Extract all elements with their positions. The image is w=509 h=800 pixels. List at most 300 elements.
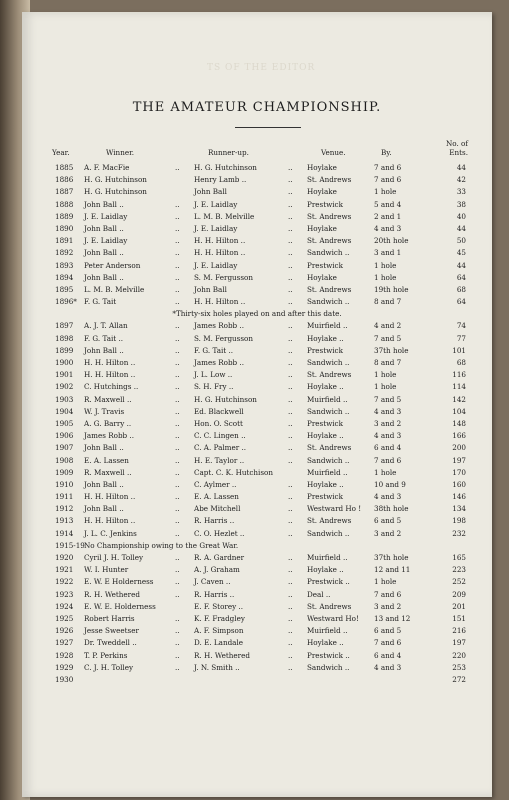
entrants-cell: 253	[452, 662, 466, 672]
year-cell: 1889	[55, 211, 74, 221]
entrants-cell: 209	[452, 589, 466, 599]
margin-cell: 7 and 6	[374, 638, 402, 648]
table-row	[22, 211, 492, 223]
margin-cell: 38th hole	[374, 504, 409, 514]
venue-cell: Hoylake ..	[307, 479, 344, 489]
leader-dots: ..	[288, 406, 293, 416]
runner-up-cell: J. Caven ..	[194, 577, 231, 587]
leader-dots: ..	[175, 284, 180, 294]
winner-cell: No Championship owing to the Great War.	[84, 540, 239, 550]
runner-up-cell: C. A. Palmer ..	[194, 443, 247, 453]
venue-cell: Hoylake ..	[307, 431, 344, 441]
document-page	[22, 12, 492, 797]
footnote-text: *Thirty-six holes played on and after this date.	[172, 309, 342, 319]
venue-cell: Prestwick ..	[307, 577, 350, 587]
margin-cell: 3 and 2	[374, 528, 402, 538]
leader-dots: ..	[175, 467, 180, 477]
year-cell: 1915-19	[55, 540, 85, 550]
margin-cell: 1 hole	[374, 577, 397, 587]
table-row	[22, 662, 492, 674]
margin-cell: 20th hole	[374, 236, 409, 246]
leader-dots: ..	[175, 199, 180, 209]
entrants-cell: 170	[452, 467, 466, 477]
venue-cell: Hoylake ..	[307, 565, 344, 575]
venue-cell: Sandwich ..	[307, 358, 350, 367]
runner-up-cell: J. L. Low ..	[194, 370, 233, 380]
table-row	[22, 503, 492, 515]
venue-cell: Muirfield ..	[307, 553, 348, 562]
table-row	[22, 394, 492, 406]
leader-dots: ..	[288, 272, 293, 282]
year-cell: 1901	[55, 370, 74, 380]
year-cell: 1886	[55, 175, 74, 185]
venue-cell: Prestwick	[307, 492, 343, 502]
entrants-cell: 38	[456, 199, 466, 209]
leader-dots: ..	[175, 272, 180, 282]
entrants-cell: 252	[452, 577, 466, 587]
table-row	[22, 540, 492, 552]
leader-dots: ..	[175, 223, 180, 233]
leader-dots: ..	[288, 211, 293, 221]
table-row	[22, 430, 492, 442]
runner-up-cell: A. J. Graham	[194, 565, 240, 575]
runner-up-cell: John Ball	[194, 187, 227, 197]
year-cell: 1905	[55, 418, 74, 428]
winner-cell: H. H. Hilton ..	[84, 516, 136, 526]
entrants-cell: 146	[452, 492, 466, 502]
leader-dots: ..	[288, 248, 293, 258]
margin-cell: 3 and 2	[374, 418, 402, 428]
year-cell: 1921	[55, 565, 74, 575]
leader-dots: ..	[175, 528, 180, 538]
leader-dots: ..	[288, 236, 293, 246]
header-venue: Venue.	[321, 148, 346, 157]
margin-cell: 4 and 3	[374, 492, 402, 502]
year-cell: 1920	[55, 553, 74, 562]
leader-dots: ..	[288, 260, 293, 270]
leader-dots: ..	[175, 553, 180, 562]
year-cell: 1900	[55, 358, 74, 367]
leader-dots: ..	[288, 284, 293, 294]
venue-cell: Hoylake	[307, 163, 337, 172]
runner-up-cell: L. M. B. Melville	[194, 211, 255, 221]
table-row	[22, 576, 492, 588]
venue-cell: Prestwick	[307, 418, 343, 428]
winner-cell: A. F. MacFie	[84, 163, 130, 172]
winner-cell: E. W. E Holderness	[84, 577, 154, 587]
leader-dots: ..	[288, 443, 293, 453]
runner-up-cell: S. M. Fergusson	[194, 333, 254, 343]
venue-cell: St. Andrews	[307, 236, 352, 246]
runner-up-cell: F. G. Tait ..	[194, 345, 234, 355]
venue-cell: Sandwich ..	[307, 528, 350, 538]
winner-cell: H. G. Hutchinson	[84, 187, 147, 197]
year-cell: 1903	[55, 394, 74, 404]
margin-cell: 1 hole	[374, 187, 397, 197]
runner-up-cell: Capt. C. K. Hutchison	[194, 467, 273, 477]
header-entrants-line1: No. of	[445, 139, 468, 148]
runner-up-cell: J. N. Smith ..	[194, 662, 240, 672]
leader-dots: ..	[175, 358, 180, 367]
winner-cell: F. G. Tait	[84, 297, 117, 307]
entrants-cell: 197	[452, 638, 466, 648]
winner-cell: H. H. Hilton ..	[84, 492, 136, 502]
table-row	[22, 637, 492, 649]
year-cell: 1928	[55, 650, 74, 660]
winner-cell: John Ball ..	[84, 199, 124, 209]
entrants-cell: 220	[452, 650, 466, 660]
leader-dots: ..	[175, 211, 180, 221]
leader-dots: ..	[288, 187, 293, 197]
winner-cell: J. L. C. Jenkins	[84, 528, 137, 538]
bleed-through-text: TS OF THE EDITOR	[207, 63, 316, 73]
leader-dots: ..	[288, 589, 293, 599]
winner-cell: A. J. T. Allan	[84, 321, 128, 331]
year-cell: 1910	[55, 479, 74, 489]
margin-cell: 7 and 6	[374, 589, 402, 599]
year-cell: 1930	[55, 674, 74, 684]
entrants-cell: 223	[452, 565, 466, 575]
runner-up-cell: H. G. Hutchinson	[194, 163, 257, 172]
margin-cell: 7 and 6	[374, 163, 402, 172]
year-cell: 1925	[55, 613, 74, 623]
runner-up-cell: S. H. Fry ..	[194, 382, 234, 392]
venue-cell: St. Andrews	[307, 516, 352, 526]
leader-dots: ..	[288, 650, 293, 660]
championship-table	[22, 162, 492, 686]
year-cell: 1929	[55, 662, 74, 672]
table-row	[22, 418, 492, 430]
leader-dots: ..	[175, 455, 180, 465]
entrants-cell: 101	[452, 345, 466, 355]
entrants-cell: 64	[456, 272, 466, 282]
winner-cell: Peter Anderson	[84, 260, 141, 270]
margin-cell: 1 hole	[374, 382, 397, 392]
entrants-cell: 44	[456, 163, 466, 172]
leader-dots: ..	[288, 455, 293, 465]
leader-dots: ..	[175, 297, 180, 307]
leader-dots: ..	[175, 406, 180, 416]
year-cell: 1897	[55, 321, 74, 331]
table-row	[22, 650, 492, 662]
entrants-cell: 134	[452, 504, 466, 514]
venue-cell: Muirfield ..	[307, 467, 348, 477]
leader-dots: ..	[288, 528, 293, 538]
margin-cell: 6 and 5	[374, 626, 402, 636]
margin-cell: 4 and 3	[374, 223, 402, 233]
venue-cell: Sandwich ..	[307, 248, 350, 258]
table-row	[22, 491, 492, 503]
margin-cell: 7 and 5	[374, 394, 402, 404]
entrants-cell: 44	[456, 260, 466, 270]
year-cell: 1913	[55, 516, 74, 526]
winner-cell: L. M. B. Melville	[84, 284, 145, 294]
venue-cell: Muirfield ..	[307, 321, 348, 331]
runner-up-cell: John Ball	[194, 284, 227, 294]
margin-cell: 7 and 6	[374, 455, 402, 465]
entrants-cell: 148	[452, 418, 466, 428]
winner-cell: John Ball ..	[84, 223, 124, 233]
entrants-cell: 77	[456, 333, 466, 343]
leader-dots: ..	[288, 358, 293, 367]
table-row	[22, 345, 492, 357]
leader-dots: ..	[175, 345, 180, 355]
runner-up-cell: H. E. Taylor ..	[194, 455, 245, 465]
table-row	[22, 528, 492, 540]
year-cell: 1895	[55, 284, 74, 294]
year-cell: 1922	[55, 577, 74, 587]
table-row	[22, 223, 492, 235]
entrants-cell: 272	[452, 674, 466, 684]
venue-cell: Deal ..	[307, 589, 331, 599]
year-cell: 1891	[55, 236, 74, 246]
table-row	[22, 320, 492, 332]
margin-cell: 3 and 1	[374, 248, 402, 258]
runner-up-cell: H. H. Hilton ..	[194, 248, 246, 258]
leader-dots: ..	[175, 650, 180, 660]
runner-up-cell: S. M. Fergusson	[194, 272, 254, 282]
header-year: Year.	[52, 148, 70, 157]
leader-dots: ..	[175, 662, 180, 672]
margin-cell: 2 and 1	[374, 211, 402, 221]
entrants-cell: 33	[456, 187, 466, 197]
leader-dots: ..	[288, 199, 293, 209]
leader-dots: ..	[175, 479, 180, 489]
leader-dots: ..	[175, 516, 180, 526]
year-cell: 1902	[55, 382, 74, 392]
runner-up-cell: H. G. Hutchinson	[194, 394, 257, 404]
year-cell: 1909	[55, 467, 74, 477]
winner-cell: John Ball ..	[84, 443, 124, 453]
winner-cell: John Ball ..	[84, 504, 124, 514]
leader-dots: ..	[288, 613, 293, 623]
venue-cell: Muirfield ..	[307, 394, 348, 404]
runner-up-cell: E. A. Lassen	[194, 492, 239, 502]
margin-cell: 7 and 6	[374, 175, 402, 185]
table-row	[22, 235, 492, 247]
winner-cell: John Ball ..	[84, 345, 124, 355]
entrants-cell: 198	[452, 516, 466, 526]
year-cell: 1896*	[55, 297, 77, 307]
header-entrants-line2: Ents.	[449, 148, 468, 157]
leader-dots: ..	[288, 565, 293, 575]
header-by: By.	[381, 148, 392, 157]
runner-up-cell: R. Harris ..	[194, 589, 235, 599]
margin-cell: 5 and 4	[374, 199, 402, 209]
entrants-cell: 142	[452, 394, 466, 404]
leader-dots: ..	[175, 394, 180, 404]
leader-dots: ..	[288, 577, 293, 587]
margin-cell: 1 hole	[374, 370, 397, 380]
year-cell: 1894	[55, 272, 74, 282]
table-row	[22, 381, 492, 393]
table-row	[22, 442, 492, 454]
runner-up-cell: J. E. Laidlay	[194, 199, 238, 209]
leader-dots: ..	[288, 175, 293, 185]
runner-up-cell: Ed. Blackwell	[194, 406, 244, 416]
entrants-cell: 116	[452, 370, 466, 380]
year-cell: 1923	[55, 589, 74, 599]
winner-cell: H. H. Hilton ..	[84, 358, 136, 367]
header-runner-up: Runner-up.	[208, 148, 249, 157]
leader-dots: ..	[288, 333, 293, 343]
leader-dots: ..	[288, 504, 293, 514]
margin-cell: 8 and 7	[374, 358, 402, 367]
margin-cell: 7 and 5	[374, 333, 402, 343]
year-cell: 1924	[55, 601, 74, 611]
margin-cell: 1 hole	[374, 467, 397, 477]
leader-dots: ..	[175, 370, 180, 380]
year-cell: 1890	[55, 223, 74, 233]
table-row	[22, 369, 492, 381]
venue-cell: St. Andrews	[307, 284, 352, 294]
venue-cell: Hoylake	[307, 187, 337, 197]
venue-cell: Prestwick ..	[307, 650, 350, 660]
table-row	[22, 162, 492, 174]
table-row	[22, 174, 492, 186]
entrants-cell: 232	[452, 528, 466, 538]
leader-dots: ..	[175, 321, 180, 331]
venue-cell: St. Andrews	[307, 601, 352, 611]
header-winner: Winner.	[106, 148, 135, 157]
leader-dots: ..	[175, 443, 180, 453]
table-row	[22, 479, 492, 491]
entrants-cell: 68	[456, 284, 466, 294]
venue-cell: Sandwich ..	[307, 297, 350, 307]
winner-cell: R. Maxwell ..	[84, 394, 132, 404]
winner-cell: Robert Harris	[84, 613, 135, 623]
table-row	[22, 333, 492, 345]
winner-cell: J. E. Laidlay	[84, 211, 128, 221]
leader-dots: ..	[175, 504, 180, 514]
year-cell: 1899	[55, 345, 74, 355]
runner-up-cell: Hon. O. Scott	[194, 418, 243, 428]
leader-dots: ..	[175, 333, 180, 343]
leader-dots: ..	[175, 163, 180, 172]
leader-dots: ..	[175, 431, 180, 441]
entrants-cell: 42	[456, 175, 466, 185]
runner-up-cell: J. E. Laidlay	[194, 223, 238, 233]
venue-cell: Sandwich ..	[307, 406, 350, 416]
leader-dots: ..	[288, 163, 293, 172]
venue-cell: Hoylake ..	[307, 638, 344, 648]
entrants-cell: 166	[452, 431, 466, 441]
leader-dots: ..	[288, 492, 293, 502]
runner-up-cell: James Robb ..	[194, 358, 245, 367]
year-cell: 1926	[55, 626, 74, 636]
entrants-cell: 160	[452, 479, 466, 489]
margin-cell: 19th hole	[374, 284, 409, 294]
winner-cell: R. H. Wethered	[84, 589, 140, 599]
year-cell: 1914	[55, 528, 74, 538]
leader-dots: ..	[288, 601, 293, 611]
venue-cell: St. Andrews	[307, 443, 352, 453]
runner-up-cell: E. F. Storey ..	[194, 601, 243, 611]
leader-dots: ..	[175, 626, 180, 636]
margin-cell: 4 and 3	[374, 406, 402, 416]
winner-cell: W. I. Hunter	[84, 565, 129, 575]
margin-cell: 6 and 4	[374, 650, 402, 660]
table-row	[22, 284, 492, 296]
entrants-cell: 50	[456, 236, 466, 246]
winner-cell: E. W. E. Holderness	[84, 601, 156, 611]
leader-dots: ..	[288, 431, 293, 441]
venue-cell: Westward Ho !	[307, 504, 362, 514]
runner-up-cell: R. H. Wethered	[194, 650, 250, 660]
entrants-cell: 68	[456, 358, 466, 367]
winner-cell: Cyril J. H. Tolley	[84, 553, 144, 562]
venue-cell: Hoylake ..	[307, 382, 344, 392]
runner-up-cell: H. H. Hilton ..	[194, 236, 246, 246]
year-cell: 1911	[55, 492, 74, 502]
title-rule	[235, 127, 301, 128]
runner-up-cell: D. E. Landale	[194, 638, 244, 648]
margin-cell: 1 hole	[374, 272, 397, 282]
margin-cell: 4 and 2	[374, 321, 402, 331]
margin-cell: 12 and 11	[374, 565, 411, 575]
year-cell: 1887	[55, 187, 74, 197]
table-row	[22, 186, 492, 198]
leader-dots: ..	[175, 418, 180, 428]
venue-cell: Sandwich ..	[307, 455, 350, 465]
winner-cell: J. E. Laidlay	[84, 236, 128, 246]
leader-dots: ..	[288, 662, 293, 672]
table-row	[22, 406, 492, 418]
year-cell: 1892	[55, 248, 74, 258]
leader-dots: ..	[175, 565, 180, 575]
leader-dots: ..	[288, 370, 293, 380]
venue-cell: Hoylake ..	[307, 333, 344, 343]
winner-cell: Dr. Tweddell ..	[84, 638, 137, 648]
margin-cell: 1 hole	[374, 260, 397, 270]
winner-cell: John Ball ..	[84, 248, 124, 258]
margin-cell: 37th hole	[374, 345, 409, 355]
venue-cell: St. Andrews	[307, 175, 352, 185]
entrants-cell: 201	[452, 601, 466, 611]
runner-up-cell: J. E. Laidlay	[194, 260, 238, 270]
table-note	[22, 308, 492, 320]
winner-cell: H. H. Hilton ..	[84, 370, 136, 380]
year-cell: 1927	[55, 638, 74, 648]
table-row	[22, 272, 492, 284]
year-cell: 1888	[55, 199, 74, 209]
year-cell: 1912	[55, 504, 74, 514]
margin-cell: 6 and 5	[374, 516, 402, 526]
table-row	[22, 296, 492, 308]
leader-dots: ..	[288, 479, 293, 489]
margin-cell: 3 and 2	[374, 601, 402, 611]
winner-cell: C. Hutchings ..	[84, 382, 139, 392]
leader-dots: ..	[175, 492, 180, 502]
winner-cell: John Ball ..	[84, 272, 124, 282]
venue-cell: St. Andrews	[307, 211, 352, 221]
winner-cell: H. G. Hutchinson	[84, 175, 147, 185]
margin-cell: 6 and 4	[374, 443, 402, 453]
venue-cell: Prestwick	[307, 199, 343, 209]
leader-dots: ..	[175, 236, 180, 246]
runner-up-cell: C. O. Hezlet ..	[194, 528, 245, 538]
year-cell: 1885	[55, 163, 74, 172]
runner-up-cell: A. F. Simpson	[194, 626, 244, 636]
table-row	[22, 589, 492, 601]
table-row	[22, 674, 492, 686]
runner-up-cell: James Robb ..	[194, 321, 245, 331]
venue-cell: Hoylake	[307, 272, 337, 282]
margin-cell: 37th hole	[374, 553, 409, 562]
runner-up-cell: H. H. Hilton ..	[194, 297, 246, 307]
year-cell: 1907	[55, 443, 74, 453]
leader-dots: ..	[288, 516, 293, 526]
